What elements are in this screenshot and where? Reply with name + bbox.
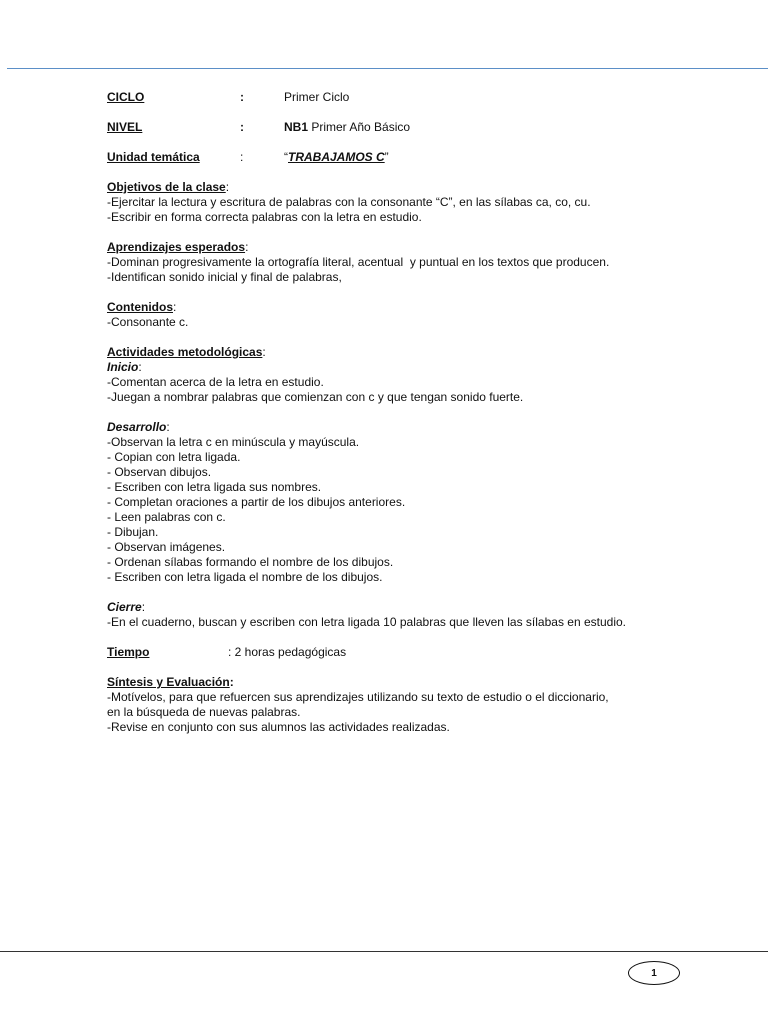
actividades-suffix: : xyxy=(262,345,266,359)
quote-open: “ xyxy=(284,150,288,164)
ciclo-value: Primer Ciclo xyxy=(284,90,350,104)
unidad-title: TRABAJAMOS C xyxy=(288,150,385,164)
list-item: -Ejercitar la lectura y escritura de palabras con la consonante “C”, en las sílabas ca, co, cu. xyxy=(107,195,591,209)
unidad-label: Unidad temática xyxy=(107,150,200,164)
objetivos-suffix: : xyxy=(225,180,230,194)
unidad-row xyxy=(107,150,707,165)
contenidos-section xyxy=(107,300,707,330)
inicio-heading: Inicio xyxy=(107,360,139,374)
list-item: -Comentan acerca de la letra en estudio. xyxy=(107,375,324,389)
lesson-plan-content xyxy=(107,90,707,750)
sintesis-heading: Síntesis y Evaluación xyxy=(107,675,230,689)
cierre-heading: Cierre xyxy=(107,600,142,614)
nivel-row xyxy=(107,120,707,135)
list-item: - Dibujan. xyxy=(107,525,159,539)
list-item: -Observan la letra c en minúscula y mayúscula. xyxy=(107,435,360,449)
list-item: -Motívelos, para que refuercen sus aprendizajes utilizando su texto de estudio o el diccionario, xyxy=(107,690,609,704)
objetivos-section xyxy=(107,180,707,225)
nivel-label: NIVEL xyxy=(107,120,143,134)
list-item: - Escriben con letra ligada sus nombres. xyxy=(107,480,322,494)
unidad-value xyxy=(284,150,707,165)
ciclo-label: CICLO xyxy=(107,90,145,104)
ciclo-row xyxy=(107,90,707,105)
desarrollo-section xyxy=(107,420,707,585)
desarrollo-suffix: : xyxy=(166,420,170,434)
actividades-section xyxy=(107,345,707,405)
desarrollo-heading: Desarrollo xyxy=(107,420,167,434)
list-item: - Completan oraciones a partir de los dibujos anteriores. xyxy=(107,495,406,509)
unidad-colon: : xyxy=(240,150,244,164)
footer-divider xyxy=(0,951,768,952)
nivel-value xyxy=(284,120,707,135)
sintesis-section xyxy=(107,675,707,735)
contenidos-heading: Contenidos xyxy=(107,300,173,314)
aprendizajes-suffix: : xyxy=(245,240,249,254)
tiempo-value: : 2 horas pedagógicas xyxy=(228,645,347,659)
cierre-section xyxy=(107,600,707,630)
list-item: - Escriben con letra ligada el nombre de los dibujos. xyxy=(107,570,383,584)
sintesis-suffix: : xyxy=(229,675,234,689)
tiempo-row xyxy=(107,645,707,660)
list-item: - Observan dibujos. xyxy=(107,465,212,479)
list-item: - Leen palabras con c. xyxy=(107,510,226,524)
header-divider xyxy=(7,68,768,69)
page-number-badge: 1 xyxy=(628,961,680,985)
list-item: -Revise en conjunto con sus alumnos las actividades realizadas. xyxy=(107,720,450,734)
list-item: -Consonante c. xyxy=(107,315,189,329)
nivel-value-code: NB1 xyxy=(284,120,309,134)
list-item: -Escribir en forma correcta palabras con la letra en estudio. xyxy=(107,210,422,224)
list-item: -Identifican sonido inicial y final de palabras, xyxy=(107,270,342,284)
contenidos-suffix: : xyxy=(173,300,177,314)
nivel-value-text: Primer Año Básico xyxy=(308,120,411,134)
list-item: - Observan imágenes. xyxy=(107,540,226,554)
cierre-suffix: : xyxy=(141,600,146,614)
actividades-heading: Actividades metodológicas xyxy=(107,345,263,359)
list-item: -Dominan progresivamente la ortografía literal, acentual y puntual en los textos que producen. xyxy=(107,255,610,269)
aprendizajes-heading: Aprendizajes esperados xyxy=(107,240,246,254)
ciclo-colon: : xyxy=(240,90,244,104)
inicio-suffix: : xyxy=(138,360,142,374)
list-item: -En el cuaderno, buscan y escriben con letra ligada 10 palabras que lleven las sílabas en estudio. xyxy=(107,615,626,629)
objetivos-heading: Objetivos de la clase xyxy=(107,180,226,194)
list-item: en la búsqueda de nuevas palabras. xyxy=(107,705,301,719)
nivel-colon: : xyxy=(240,120,244,134)
tiempo-label: Tiempo xyxy=(107,645,150,659)
quote-close: ” xyxy=(384,150,389,164)
list-item: - Copian con letra ligada. xyxy=(107,450,241,464)
list-item: -Juegan a nombrar palabras que comienzan con c y que tengan sonido fuerte. xyxy=(107,390,524,404)
list-item: - Ordenan sílabas formando el nombre de los dibujos. xyxy=(107,555,394,569)
aprendizajes-section xyxy=(107,240,707,285)
